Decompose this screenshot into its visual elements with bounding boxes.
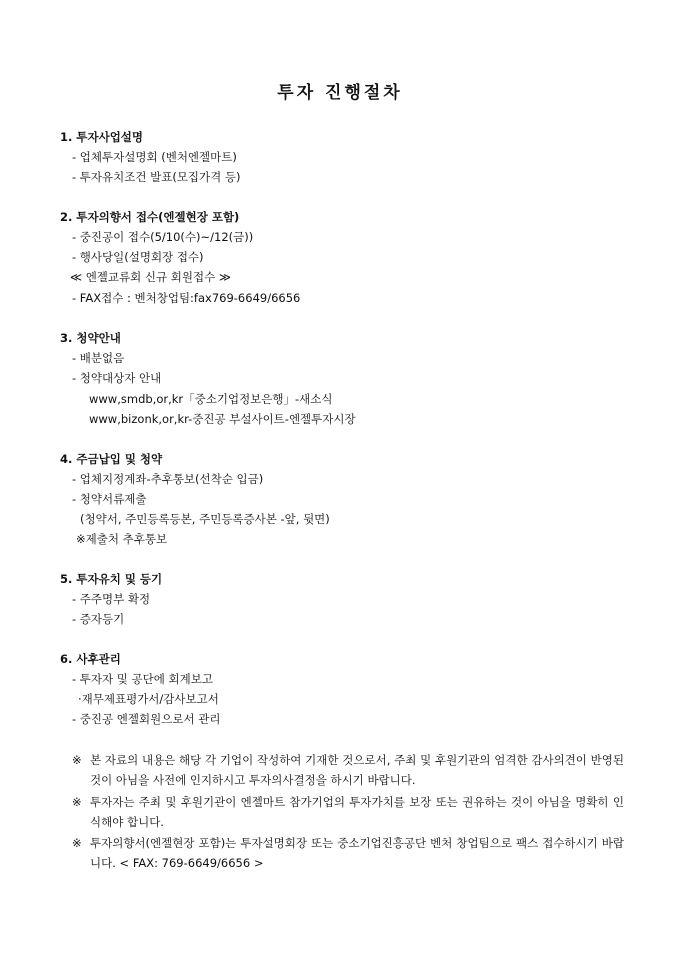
note-text: 투자의향서(엔젤현장 포함)는 투자설명회장 또는 중소기업진흥공단 벤처 창업팀으로 팩스 접수하시기 바랍니다. < FAX: 769-6649/6656 > [90, 836, 624, 870]
page-title: 투자 진행절차 [277, 83, 403, 103]
section-3-line-1: - 배분없음 [72, 351, 125, 365]
section-4-line-1: - 업체지정계좌-추후통보(선착순 입금) [72, 472, 264, 486]
section-3-heading: 3. 청약안내 [60, 331, 121, 345]
note-mark: ※ [72, 836, 82, 850]
section-5-line-1: - 주주명부 확정 [72, 592, 151, 606]
section-3-line-3: www,smdb,or,kr「중소기업정보은행」-새소식 [89, 392, 333, 406]
note-text: 투자자는 주최 및 후원기관이 엔젤마트 참가기업의 투자가치를 보장 또는 권유하는 것이 아님을 명확히 인식해야 합니다. [90, 795, 624, 829]
section-2-line-1: - 중진공이 접수(5/10(수)~/12(금)) [72, 230, 254, 244]
section-4-line-2: - 청약서류제출 [72, 492, 147, 506]
note-mark: ※ [72, 795, 82, 809]
section-3-line-4: www,bizonk,or,kr-중진공 부설사이트-엔젤투자시장 [89, 412, 356, 426]
section-5-heading: 5. 투자유치 및 등기 [60, 572, 163, 586]
note-mark: ※ [72, 753, 82, 767]
section-6-line-3: - 중진공 엔젤회원으로서 관리 [72, 712, 221, 726]
section-6-line-2: ·재무제표평가서/감사보고서 [78, 692, 219, 706]
section-4-line-4: ※제출처 추후통보 [76, 532, 168, 546]
section-1-heading: 1. 투자사업설명 [60, 130, 144, 144]
section-6-line-1: - 투자자 및 공단에 회계보고 [72, 672, 213, 686]
section-2-line-3: ≪ 엔젤교류회 신규 회원접수 ≫ [70, 270, 231, 284]
note-3 [72, 833, 624, 873]
note-1 [72, 750, 624, 790]
section-4-line-3: (청약서, 주민등록등본, 주민등록증사본 -앞, 뒷면) [80, 512, 330, 526]
note-text: 본 자료의 내용은 해당 각 기업이 작성하여 기재한 것으로서, 주최 및 후원기관의 엄격한 감사의견이 반영된 것이 아님을 사전에 인지하시고 투자의사결정을 하시기 바랍니다. [90, 753, 624, 787]
section-2-heading: 2. 투자의향서 접수(엔젤현장 포함) [60, 210, 240, 224]
section-6-heading: 6. 사후관리 [60, 652, 121, 666]
section-4-heading: 4. 주금납입 및 청약 [60, 452, 163, 466]
section-1-line-1: - 업체투자설명회 (벤처엔젤마트) [72, 150, 237, 164]
section-3-line-2: - 청약대상자 안내 [72, 371, 162, 385]
note-2 [72, 792, 624, 832]
section-5-line-2: - 증자등기 [72, 612, 125, 626]
section-2-line-4: - FAX접수 : 벤처창업팀:fax769-6649/6656 [72, 291, 301, 305]
section-1-line-2: - 투자유치조건 발표(모집가격 등) [72, 170, 241, 184]
section-2-line-2: - 행사당일(설명회장 접수) [72, 250, 204, 264]
